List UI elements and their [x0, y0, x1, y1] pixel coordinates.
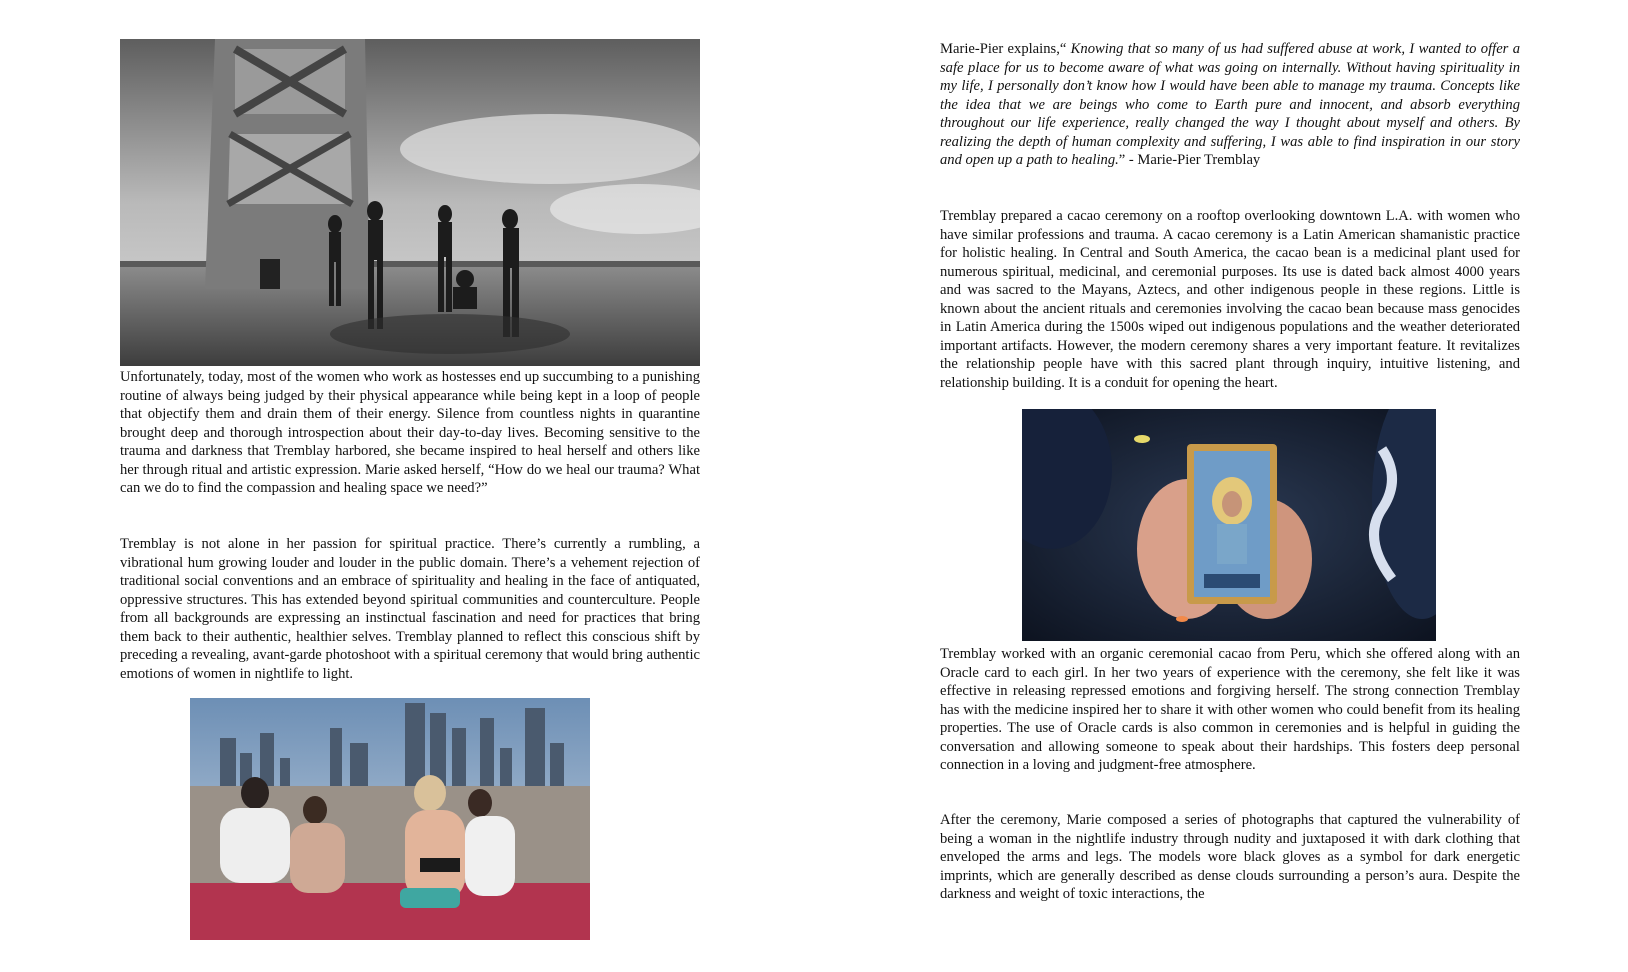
paragraph-cacao-ceremony: [940, 207, 1520, 392]
paragraph-text: Tremblay worked with an organic ceremonial cacao from Peru, which she offered along with an Oracle card to each girl. In her two years of experience with the ceremony, she felt like it was effective in releasing repressed emotions and forgiving herself. The strong connection Tremblay has with the medicine inspired her to share it with other women who could benefit from its healing properties. The use of Oracle cards is also common in ceremonies and is helpful in guiding the conversation and allowing someone to speak about their hardships. This fosters deep personal connection in a loving and judgment-free atmosphere.: [940, 646, 1520, 773]
paragraph-text: Tremblay is not alone in her passion for spiritual practice. There’s currently a rumbling, a vibrational hum growing louder and louder in the public domain. There’s a vehement rejection of traditional social conventions and an embrace of spirituality and healing in the face of antiquated, oppressive structures. This has extended beyond spiritual communities and counterculture. People from all backgrounds are expressing an instinctual fascination and need for practices that bring them back to their authentic, healthier selves. Tremblay planned to reflect this conscious shift by preceding a revealing, avant-garde photoshoot with a spiritual ceremony that would bring authentic emotions of women in nightlife to light.: [120, 536, 700, 682]
quote-attribution: ” - Marie-Pier Tremblay: [1118, 152, 1261, 168]
paragraph-organic-cacao: [940, 645, 1520, 775]
photo-skyline-circle: [190, 698, 590, 940]
paragraph-tremblay-not-alone: [120, 535, 700, 683]
quote-body: Knowing that so many of us had suffered abuse at work, I wanted to offer a safe place for us to become aware of what was going on internally. Without having spirituality in my life, I personally don’t know how I would have been able to manage my trauma. Concepts like the idea that we are beings who come to Earth pure and innocent, and absorb everything throughout our life experience, really changed the way I thought about myself and others. By realizing the depth of human complexity and suffering, I was able to find inspiration in our story and open up a path to healing.: [940, 41, 1520, 168]
quote-intro: Marie-Pier explains,“: [940, 41, 1071, 57]
paragraph-text: Tremblay prepared a cacao ceremony on a rooftop overlooking downtown L.A. with women who have similar professions and trauma. A cacao ceremony is a Latin American shamanistic practice for holistic healing. In Central and South America, the cacao bean is a medicinal plant used for numerous spiritual, medicinal, and ceremonial purposes. Its use is dated back almost 4000 years and was sacred to the Mayans, Aztecs, and other indigenous people in these regions. Little is known about the ancient rituals and ceremonies involving the cacao bean because mass genocides in Latin America during the 1500s wiped out indigenous populations and the weather deteriorated important artifacts. However, the modern ceremony shares a very important feature. It revitalizes the relationship people have with this sacred plant through inquiry, intuitive listening, and relationship building. It is a conduit for opening the heart.: [940, 208, 1520, 391]
paragraph-unfortunately: [120, 368, 700, 498]
paragraph-quote: [940, 40, 1520, 170]
paragraph-text: After the ceremony, Marie composed a series of photographs that captured the vulnerability of being a woman in the nightlife industry through nudity and juxtaposed it with dark clothing that enveloped the arms and legs. The models wore black gloves as a symbol for dark energetic imprints, which are generally described as dense clouds surrounding a person’s aura. Despite the darkness and weight of toxic interactions, the: [940, 812, 1520, 902]
photo-oracle-card: [1022, 409, 1436, 641]
photo-rooftop-tower: [120, 39, 700, 366]
paragraph-text: Unfortunately, today, most of the women who work as hostesses end up succumbing to a punishing routine of always being judged by their physical appearance while being kept in a loop of people that objectify them and drain them of their energy. Silence from countless nights in quarantine brought deep and thorough introspection about their day-to-day lives. Becoming sensitive to the trauma and darkness that Tremblay harbored, she became inspired to heal herself and others like her through ritual and artistic expression. Marie asked herself, “How do we heal our trauma? What can we do to find the compassion and healing space we need?”: [120, 369, 700, 496]
quote-paragraph: [940, 40, 1520, 170]
paragraph-after-ceremony: [940, 811, 1520, 904]
